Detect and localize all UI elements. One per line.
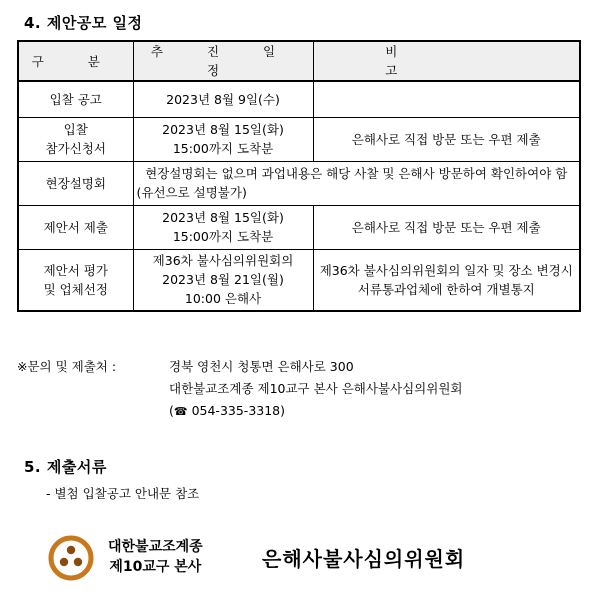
table-row [18, 161, 580, 205]
section-5-title: 5. 제출서류 [24, 458, 107, 476]
phone-icon: ☎ [173, 405, 188, 418]
section-4-title: 4. 제안공모 일정 [24, 14, 143, 32]
row-schedule-proposal-submit: 2023년 8월 15일(화) 15:00까지 도착분 [133, 205, 313, 249]
contact-label: ※문의 및 제출처 : [17, 359, 117, 374]
temple-logo-icon [48, 535, 94, 581]
table-row [18, 81, 580, 117]
row-note-bid-notice [313, 81, 580, 117]
row-item-application: 입찰 참가신청서 [18, 117, 133, 161]
table-row [18, 117, 580, 161]
header-category: 구 분 [18, 41, 133, 81]
header-schedule: 추 진 일 정 [133, 41, 313, 81]
contact-info [17, 356, 462, 423]
phone-prefix: ( [169, 403, 174, 418]
contact-address: 경북 영천시 청통면 은해사로 300 [169, 359, 354, 374]
contact-org: 대한불교조계종 제10교구 본사 은해사불사심의위원회 [169, 381, 463, 396]
row-merged-site-briefing: 현장설명회는 없으며 과업내용은 해당 사찰 및 은해사 방문하여 확인하여야 함(유선으로 설명불가) [133, 161, 580, 205]
table-header-row [18, 41, 580, 81]
submission-docs-bullet: - 별첨 입찰공고 안내문 참조 [46, 486, 200, 501]
row-note-application: 은해사로 직접 방문 또는 우편 제출 [313, 117, 580, 161]
contact-phone-line [17, 400, 462, 423]
table-row [18, 249, 580, 311]
row-item-evaluation: 제안서 평가 및 업체선정 [18, 249, 133, 311]
row-item-site-briefing: 현장설명회 [18, 161, 133, 205]
row-note-proposal-submit: 은해사로 직접 방문 또는 우편 제출 [313, 205, 580, 249]
row-item-bid-notice: 입찰 공고 [18, 81, 133, 117]
row-schedule-bid-notice: 2023년 8월 9일(수) [133, 81, 313, 117]
row-item-proposal-submit: 제안서 제출 [18, 205, 133, 249]
header-note: 비 고 [313, 41, 580, 81]
contact-phone: 054-335-3318) [191, 403, 286, 418]
footer-org-name [108, 537, 203, 577]
footer-org-line2: 제10교구 본사 [109, 559, 202, 575]
schedule-table [17, 40, 581, 312]
row-schedule-application: 2023년 8월 15일(화) 15:00까지 도착분 [133, 117, 313, 161]
footer-org-line1: 대한불교조계종 [108, 539, 203, 555]
row-schedule-evaluation: 제36차 불사심의위원회의 2023년 8월 21일(월) 10:00 은해사 [133, 249, 313, 311]
row-note-evaluation: 제36차 불사심의위원회의 일자 및 장소 변경시 서류통과업체에 한하여 개별통지 [313, 249, 580, 311]
table-row [18, 205, 580, 249]
footer-committee-name: 은해사불사심의위원회 [262, 547, 466, 571]
